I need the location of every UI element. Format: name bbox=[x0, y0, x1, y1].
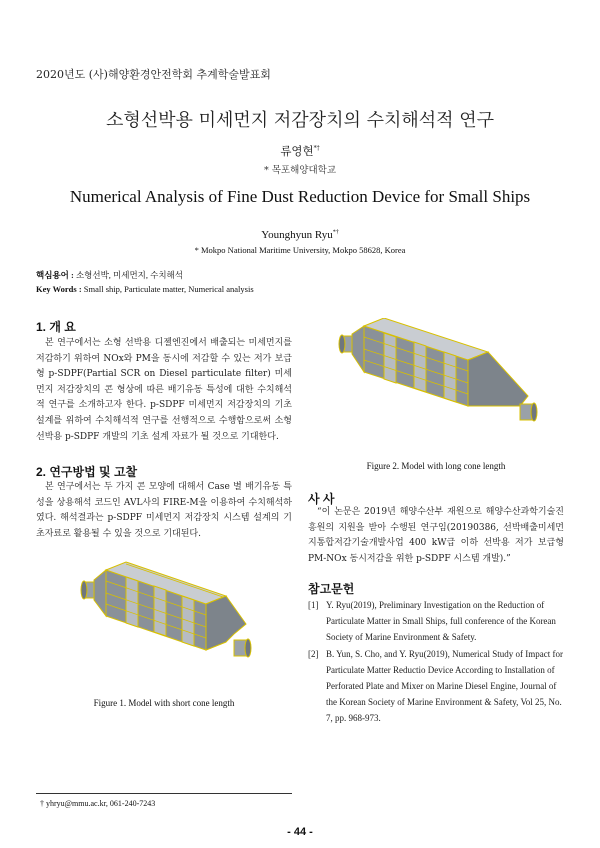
footnote-mark: † bbox=[40, 799, 44, 808]
section-2-text: 본 연구에서는 두 가지 콘 모양에 대해서 Case 별 배기유동 특성을 상용해석 코드인 AVL사의 FIRE-M을 이용하여 수치해석하였다. 해석결과는 p-SDPF 미세먼지 저감장치 시스템 설계의 기초자료로 활용될 수 있을 것으로 기대된다. bbox=[36, 482, 292, 539]
reference-number: [1] bbox=[308, 600, 319, 610]
figure-2 bbox=[328, 318, 558, 443]
author-korean-name: 류영현 bbox=[280, 144, 314, 158]
affiliation-english: * Mokpo National Maritime University, Mokpo 58628, Korea bbox=[194, 245, 406, 255]
author-english-name: Younghyun Ryu bbox=[261, 229, 333, 241]
conference-header: 2020년도 (사)해양환경안전학회 추계학술발표회 bbox=[36, 68, 271, 81]
acknowledgement-text: “이 논문은 2019년 해양수산부 재원으로 해양수산과학기술진흥원의 지원을 받아 수행된 연구임(20190386, 선박배출미세먼지통합저감기술개발사업 400 kW급 이하 선박용 저가 보급형 PM-NOx 동시저감을 위한 p-SDPF 시스템 개발).” bbox=[308, 507, 564, 564]
footnote-text: yhryu@mmu.ac.kr, 061-240-7243 bbox=[44, 799, 156, 808]
page-number: - 44 - bbox=[287, 826, 313, 838]
author-english bbox=[0, 229, 600, 241]
section-1-heading: 1. 개 요 bbox=[36, 320, 76, 334]
section-1-text: 본 연구에서는 소형 선박용 디젤엔진에서 배출되는 미세먼지를 저감하기 위하여 NOx와 PM을 동시에 저감할 수 있는 저가 보급형 p-SDPF(Partial SCR on Diesel particulate filter) 미세먼지 저감장치의 콘 형상에 따른 배기유동 특성에 대한 수치해석적 연구를 소개하고자 한다. p-SDPF 미세먼지 저감장치의 기초 설계를 위하여 수치해석적 연구를 선행적으로 수행함으로써 소형 선박용 p-SDPF 개발의 기초 설계 자료가 될 것으로 기대한다. bbox=[36, 338, 292, 442]
keywords-english-label: Key Words : bbox=[36, 284, 82, 294]
footnote-divider bbox=[36, 793, 292, 794]
footnote bbox=[40, 799, 155, 808]
reference-text: B. Yun, S. Cho, and Y. Ryu(2019), Numerical Study of Impact for Particulate Matter Reductio Device According to Installation of Perforated Plate and Mixer on Marine Diesel Engine, Journal of the Korean Society of Marine Environment & Safety, Vol 25, No. 7, pp. 968-973. bbox=[326, 648, 564, 724]
title-english: Numerical Analysis of Fine Dust Reduction Device for Small Ships bbox=[69, 187, 531, 206]
keywords-korean-label: 핵심용어 : bbox=[36, 270, 74, 280]
keywords-english bbox=[36, 284, 254, 294]
reference-item-2 bbox=[308, 646, 564, 727]
figure-1-model-image bbox=[66, 554, 266, 689]
keywords-korean-text: 소형선박, 미세먼지, 수치해석 bbox=[73, 270, 183, 280]
author-korean-mark: *† bbox=[313, 145, 320, 153]
figure-2-caption: Figure 2. Model with long cone length bbox=[366, 461, 506, 471]
figure-2-model-image bbox=[328, 318, 558, 443]
acknowledgement-heading: 사 사 bbox=[308, 492, 335, 506]
reference-list bbox=[308, 597, 564, 727]
author-english-mark: *† bbox=[332, 229, 339, 236]
section-2-heading: 2. 연구방법 및 고찰 bbox=[36, 465, 138, 479]
figure-1-caption: Figure 1. Model with short cone length bbox=[93, 698, 235, 708]
reference-number: [2] bbox=[308, 648, 319, 659]
reference-item-1 bbox=[308, 597, 564, 646]
keywords-korean bbox=[36, 269, 183, 281]
title-korean: 소형선박용 미세먼지 저감장치의 수치해석적 연구 bbox=[105, 110, 495, 131]
figure-1 bbox=[66, 554, 266, 689]
affiliation-korean: * 목포해양대학교 bbox=[263, 165, 336, 176]
references-heading: 참고문헌 bbox=[308, 582, 355, 596]
author-korean bbox=[0, 143, 600, 159]
keywords-english-text: Small ship, Particulate matter, Numerical analysis bbox=[81, 284, 254, 294]
reference-text: Y. Ryu(2019), Preliminary Investigation on the Reduction of Particulate Matter in Small Ships, full conference of the Korean Society of Marine Environment & Safety. bbox=[326, 600, 556, 643]
